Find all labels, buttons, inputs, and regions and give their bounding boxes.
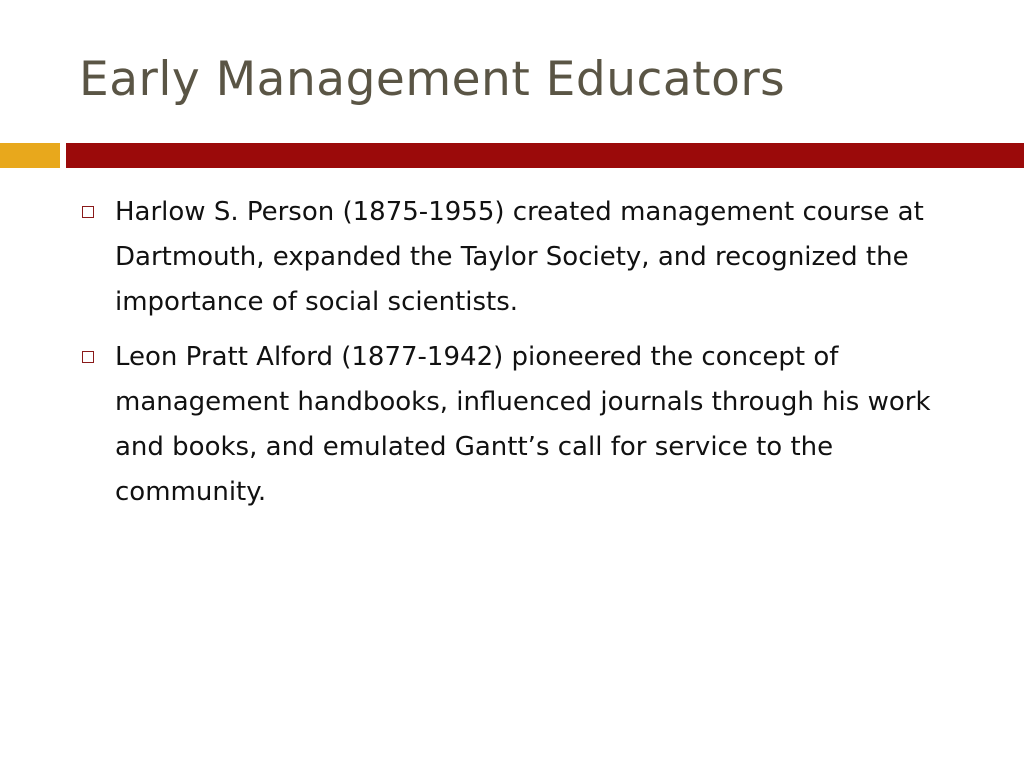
bullet-text: Harlow S. Person (1875-1955) created management course at Dartmouth, expanded the Taylor Society, and recognized the importance of social scientists. — [115, 197, 924, 317]
hollow-square-bullet-icon — [82, 206, 94, 218]
list-item — [82, 190, 962, 325]
slide-title: Early Management Educators — [79, 52, 786, 107]
bullet-text: Leon Pratt Alford (1877-1942) pioneered the concept of management handbooks, influenced journals through his work and books, and emulated Gantt’s call for service to the community. — [115, 342, 931, 507]
hollow-square-bullet-icon — [82, 351, 94, 363]
title-divider-bar — [66, 143, 1024, 168]
title-accent-bar — [0, 143, 60, 168]
bullet-list — [82, 190, 962, 525]
list-item — [82, 335, 962, 515]
